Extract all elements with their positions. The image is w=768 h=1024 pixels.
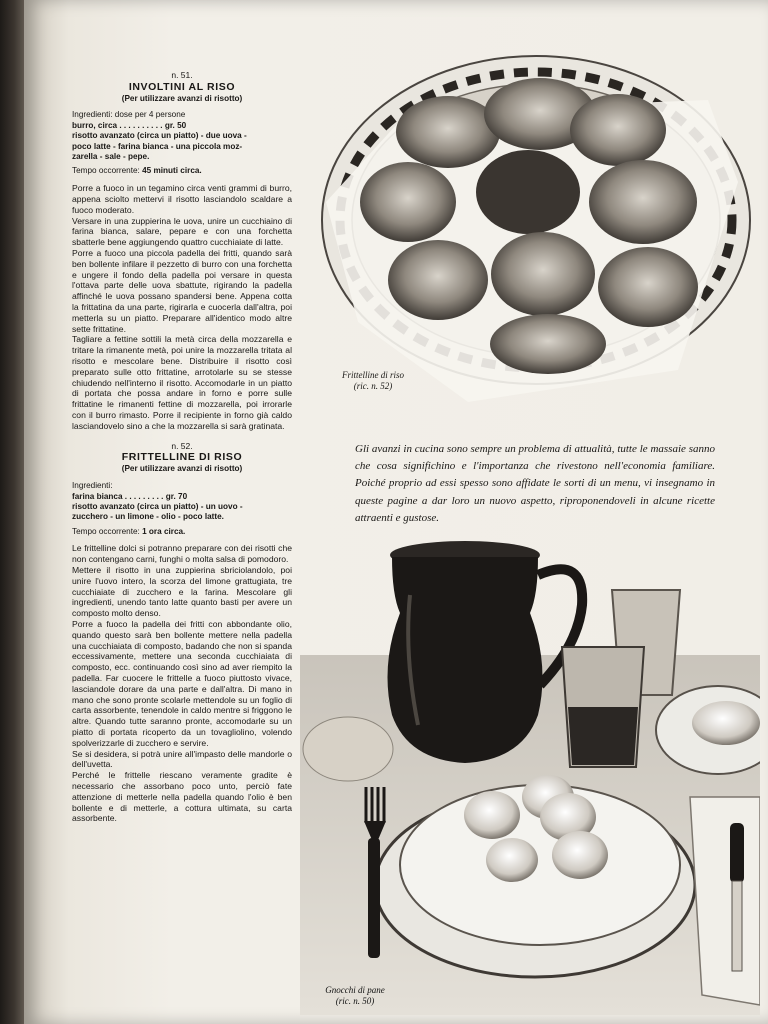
- ingredient-line: risotto avanzato (circa un piatto) - due uova -: [72, 131, 247, 141]
- instruction-paragraph: Tagliare a fettine sottili la metà circa della mozzarella e tritare la rimanente metà, poi unire la mozzarella tritata al risotto e mescolare bene. Distribuire il risotto così preparato sulle otto frittatine, arrotolarle su se stesse chiudendo nell'interno il risotto. Accomodarle in un piatto di portata che possa andare in forno e porre sulle frittatine le rimanenti fettine di mozzarella, poi irrorarle con il burro rimasto. Porre il recipiente in forno già caldo lasciandovelo sino a che la mozzarella si sarà gratinata.: [72, 334, 292, 431]
- fritter: [388, 240, 488, 320]
- photo-caption-gnocchi: [320, 985, 390, 1007]
- fritter: [589, 160, 697, 244]
- recipe-separator: [72, 432, 292, 441]
- recipe-subtitle: (Per utilizzare avanzi di risotto): [121, 464, 243, 474]
- gnocchi: [486, 838, 538, 882]
- ingredients-heading: Ingredienti:: [72, 480, 113, 490]
- recipe-subtitle: (Per utilizzare avanzi di risotto): [121, 93, 243, 103]
- bread-roll: [303, 717, 393, 781]
- caption-ref: (ric. n. 52): [353, 381, 393, 391]
- fritter: [396, 96, 500, 168]
- time-label: Tempo occorrente:: [72, 526, 140, 536]
- time-required: [72, 166, 292, 177]
- gnocchi-photo: [300, 535, 760, 1015]
- time-value: 45 minuti circa.: [142, 166, 202, 176]
- frittelline-photo: [318, 52, 752, 408]
- recipe-number: n. 52.: [171, 440, 193, 451]
- time-required: [72, 527, 292, 538]
- fritter: [360, 162, 456, 242]
- instruction-paragraph: Se si desidera, si potrà unire all'impasto delle mandorle o dell'uvetta.: [72, 748, 292, 770]
- recipes-column: [72, 70, 292, 824]
- ingredients-heading: Ingredienti: dose per 4 persone: [72, 110, 186, 120]
- napkin-and-knife: [690, 797, 760, 1005]
- fritter: [490, 314, 606, 374]
- instruction-paragraph: Perché le frittelle riescano veramente gradite è necessario che assorbano poco unto, perciò fate attenzione di metterle nella padella quando l'olio è ben bollente e di metterle, a cottura ultimata, su carta assorbente.: [72, 770, 292, 824]
- instruction-paragraph: Versare in una zuppierina le uova, unire un cucchiaino di farina bianca, salare, pepare e con una forchetta sbatterle bene aggiungendo quattro cucchiaiate di latte.: [72, 215, 292, 248]
- ingredient-line: zucchero - un limone - olio - poco latte.: [72, 512, 224, 522]
- recipe-title: INVOLTINI AL RISO: [128, 80, 236, 93]
- fritter: [476, 150, 580, 234]
- ingredients-list: [72, 492, 292, 523]
- ingredient-line: poco latte - farina bianca - una piccola moz-: [72, 141, 243, 151]
- gnocchi: [464, 791, 520, 839]
- instruction-paragraph: Porre a fuoco una piccola padella dei fritti, quando sarà ben bollente infilare il pezzetto di burro con una forchetta e ungere il fondo della padella poi versare in questa l'ottava parte delle uova sbattute, rigirando la padella affinché le uova possano spandersi bene. Appena cotta la frittatina da una parte, rigirarla e cuocerla dall'altra, poi metterla su un piatto. Preparare all'identico modo altre sette frittatine.: [72, 247, 292, 334]
- recipe-number: n. 51.: [171, 70, 193, 80]
- recipe-51: [72, 70, 292, 432]
- instruction-paragraph: Le frittelline dolci si potranno preparare con dei risotti che non contengano carni, funghi o molta salsa di pomodoro.: [72, 543, 292, 565]
- instruction-paragraph: Porre a fuoco in un tegamino circa venti grammi di burro, appena sciolto mettervi il risotto lasciandolo scaldare a fuoco moderato.: [72, 183, 292, 215]
- fritter: [598, 247, 698, 327]
- fritter: [491, 232, 595, 316]
- caption-title: Gnocchi di pane: [325, 985, 385, 995]
- gnocchi: [552, 831, 608, 879]
- instruction-paragraph: Porre a fuoco la padella dei fritti con abbondante olio, quando questo sarà ben bollente mettere nella padella una cucchiaiata di composto, badando che non si spanda eccessivamente, mettere una seconda cucchiaiata di composto, ecc. continuando così sino ad aver riempito la padella. Far cuocere le frittelle a fuoco piuttosto vivace, lasciandole dorare da una parte e dall'altra. Di mano in mano che sono pronte scolarle mettendole su un foglio di carta assorbente, tenendole in caldo mentre si friggono le altre. Quando tutte saranno pronte, accomodarle su un piatto di portata ricoperto da un tovagliolino, volendo spolverizzarle di zucchero e servire.: [72, 618, 292, 748]
- photo-caption-frittelline: [318, 370, 428, 392]
- ingredient-line: farina bianca . . . . . . . . . gr. 70: [72, 491, 188, 501]
- instruction-paragraph: Mettere il risotto in una zuppierina sbriciolandolo, poi unire l'uovo intero, la scorza del limone grattugiata, tre cucchiaiate di zucchero e la farina. Mescolare gli ingredienti, unendo tanto latte quanto basti per avere un composto molto denso.: [72, 564, 292, 619]
- fritter: [570, 94, 666, 166]
- ingredient-line: zarella - sale - pepe.: [72, 152, 150, 162]
- recipe-title: FRITTELLINE DI RISO: [121, 451, 243, 464]
- ingredient-line: burro, circa . . . . . . . . . . gr. 50: [72, 121, 187, 131]
- time-value: 1 ora circa.: [142, 526, 186, 536]
- caption-title: Frittelline di riso: [342, 370, 404, 380]
- intro-paragraph: Gli avanzi in cucina sono sempre un problema di attualità, tutte le massaie sanno che cosa significhino e l'importanza che rivestono nell'economia familiare. Poiché proprio ad essi spesso sono affidate le sorti di un menu, vi insegnamo in queste pagine a dar loro un nuovo aspetto, riproponendoveli in alcune ricette attraenti e gustose.: [355, 443, 715, 524]
- ingredient-line: risotto avanzato (circa un piatto) - un uovo -: [72, 501, 243, 511]
- recipe-52: [72, 441, 292, 825]
- ingredients-list: [72, 121, 292, 162]
- caption-ref: (ric. n. 50): [335, 996, 375, 1006]
- time-label: Tempo occorrente:: [72, 166, 140, 176]
